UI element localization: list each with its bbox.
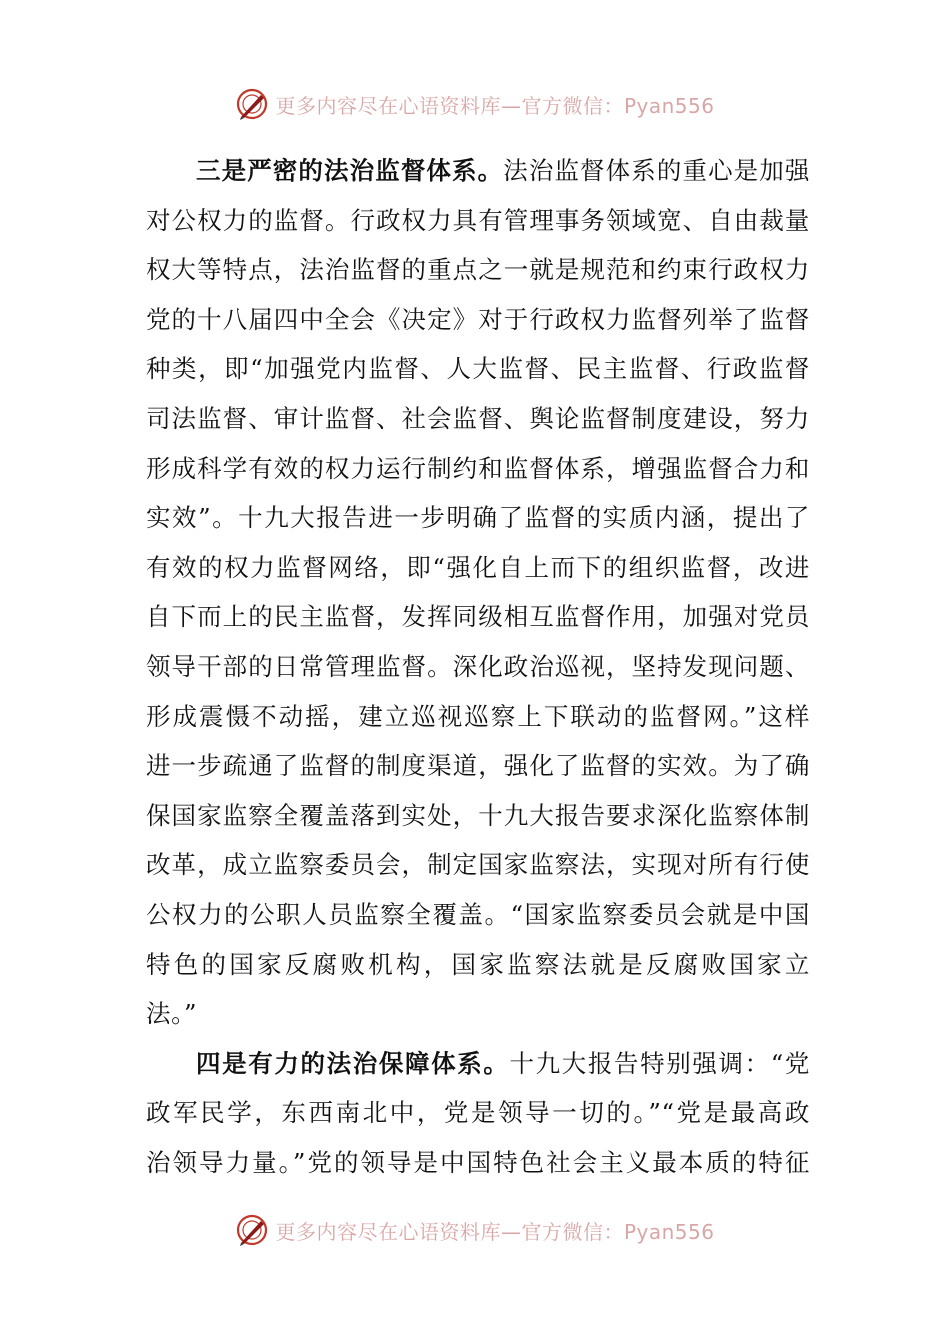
paragraph-line: 进一步疏通了监督的制度渠道，强化了监督的实效。为了确 bbox=[146, 751, 810, 781]
pen-circle-logo-icon bbox=[235, 1213, 269, 1247]
paragraph-text: 十九大报告特别强调：“党 bbox=[509, 1048, 810, 1078]
paragraph-2-line-1 bbox=[146, 1039, 810, 1089]
footer-banner bbox=[0, 1210, 950, 1250]
section-heading-guarantee: 四是有力的法治保障体系。 bbox=[196, 1048, 510, 1078]
paragraph-line: 权大等特点，法治监督的重点之一就是规范和约束行政权力 bbox=[146, 255, 810, 285]
section-heading-supervision: 三是严密的法治监督体系。 bbox=[196, 156, 504, 185]
paragraph-line: 司法监督、审计监督、社会监督、舆论监督制度建设，努力 bbox=[146, 403, 810, 433]
paragraph-line: 改革，成立监察委员会，制定国家监察法，实现对所有行使 bbox=[146, 850, 810, 880]
paragraph-line: 实效”。十九大报告进一步明确了监督的实质内涵，提出了 bbox=[146, 503, 810, 533]
pen-circle-logo-icon bbox=[235, 87, 269, 121]
banner-text: 更多内容尽在心语资料库—官方微信：Pyan556 bbox=[275, 1219, 715, 1244]
paragraph-line: 保国家监察全覆盖落到实处，十九大报告要求深化监察体制 bbox=[146, 800, 810, 830]
banner-text: 更多内容尽在心语资料库—官方微信：Pyan556 bbox=[275, 93, 715, 118]
paragraph-line: 治领导力量。”党的领导是中国特色社会主义最本质的特征 bbox=[146, 1147, 810, 1177]
paragraph-line: 公权力的公职人员监察全覆盖。“国家监察委员会就是中国 bbox=[146, 899, 810, 929]
document-body bbox=[146, 146, 810, 1187]
paragraph-line: 政军民学，东西南北中，党是领导一切的。”“党是最高政 bbox=[146, 1098, 810, 1128]
paragraph-text: 法治监督体系的重心是加强 bbox=[503, 156, 810, 185]
paragraph-line: 特色的国家反腐败机构，国家监察法就是反腐败国家立 bbox=[146, 949, 810, 979]
paragraph-line: 形成震慑不动摇，建立巡视巡察上下联动的监督网。”这样 bbox=[146, 701, 810, 731]
paragraph-line: 领导干部的日常管理监督。深化政治巡视，坚持发现问题、 bbox=[146, 651, 810, 681]
paragraph-line: 自下而上的民主监督，发挥同级相互监督作用，加强对党员 bbox=[146, 602, 810, 632]
paragraph-line: 形成科学有效的权力运行制约和监督体系，增强监督合力和 bbox=[146, 453, 810, 483]
paragraph-line: 法。” bbox=[146, 999, 198, 1029]
paragraph-line: 对公权力的监督。行政权力具有管理事务领域宽、自由裁量 bbox=[146, 205, 810, 235]
paragraph-line: 有效的权力监督网络，即“强化自上而下的组织监督，改进 bbox=[146, 552, 810, 582]
paragraph-line: 党的十八届四中全会《决定》对于行政权力监督列举了监督 bbox=[146, 304, 810, 334]
header-banner bbox=[0, 84, 950, 124]
paragraph-1-line-1 bbox=[146, 146, 810, 196]
paragraph-line: 种类，即“加强党内监督、人大监督、民主监督、行政监督 bbox=[146, 354, 810, 384]
